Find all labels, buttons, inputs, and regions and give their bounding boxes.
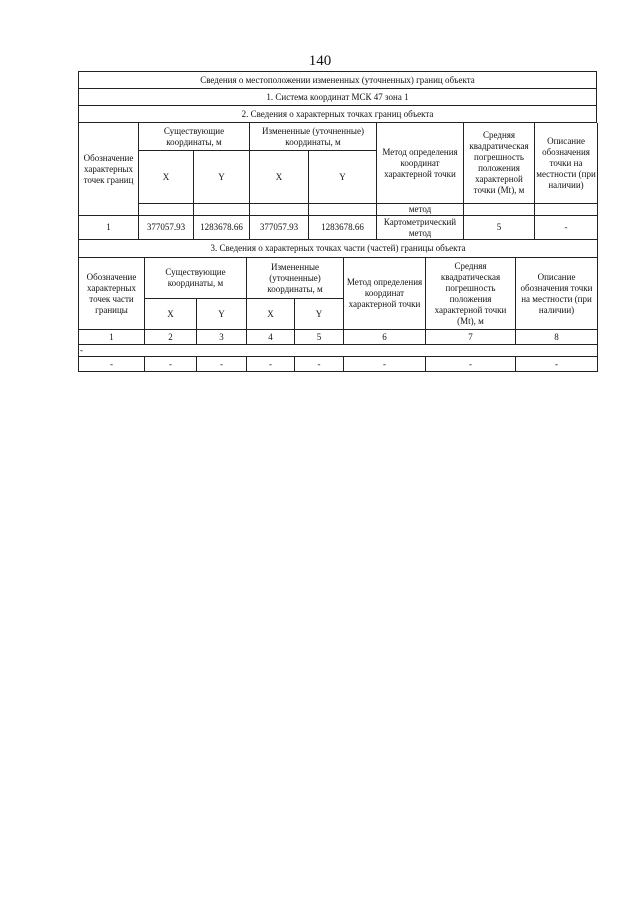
col3-existing-x: X bbox=[145, 299, 197, 330]
col3-existing-coords: Существующие координаты, м bbox=[145, 258, 247, 299]
method-value: Картометрический метод bbox=[377, 216, 464, 240]
method-label: метод bbox=[377, 204, 464, 216]
dash-cell: - bbox=[516, 357, 598, 372]
accuracy-value: 5 bbox=[464, 216, 535, 240]
column-number: 2 bbox=[145, 330, 197, 345]
blank-cell bbox=[309, 204, 377, 216]
blank-cell bbox=[464, 204, 535, 216]
table-row bbox=[79, 216, 598, 240]
col-changed-x: X bbox=[250, 151, 309, 204]
column-number: 4 bbox=[247, 330, 295, 345]
coordinate-system: 1. Система координат МСК 47 зона 1 bbox=[79, 89, 597, 106]
col3-description: Описание обозначения точки на местности (при наличии) bbox=[516, 258, 598, 330]
table-row bbox=[79, 357, 598, 372]
dash-cell: - bbox=[145, 357, 197, 372]
col3-method: Метод определения координат характерной точки bbox=[344, 258, 426, 330]
dash-cell: - bbox=[247, 357, 295, 372]
boundary-document bbox=[78, 71, 597, 372]
col3-changed-y: Y bbox=[295, 299, 344, 330]
col-designation: Обозначение характерных точек границ bbox=[79, 123, 139, 216]
empty-row-marker: - bbox=[79, 345, 598, 357]
col-accuracy: Средняя квадратическая погрешность положения характерной точки (Mt), м bbox=[464, 123, 535, 204]
col3-existing-y: Y bbox=[197, 299, 247, 330]
col3-accuracy: Средняя квадратическая погрешность положения характерной точки (Mt), м bbox=[426, 258, 516, 330]
col3-changed-coords: Измененные (уточненные) координаты, м bbox=[247, 258, 344, 299]
col-existing-y: Y bbox=[194, 151, 250, 204]
existing-y-value: 1283678.66 bbox=[194, 216, 250, 240]
main-title: Сведения о местоположении измененных (уточненных) границ объекта bbox=[79, 72, 597, 89]
section3-title: 3. Сведения о характерных точках части (частей) границы объекта bbox=[79, 240, 598, 258]
changed-y-value: 1283678.66 bbox=[309, 216, 377, 240]
blank-cell bbox=[194, 204, 250, 216]
blank-cell bbox=[139, 204, 194, 216]
column-number: 1 bbox=[79, 330, 145, 345]
col-changed-y: Y bbox=[309, 151, 377, 204]
existing-x-value: 377057.93 bbox=[139, 216, 194, 240]
point-number: 1 bbox=[79, 216, 139, 240]
col-existing-x: X bbox=[139, 151, 194, 204]
column-number: 5 bbox=[295, 330, 344, 345]
col3-designation: Обозначение характерных точек части границы bbox=[79, 258, 145, 330]
col-existing-coords: Существующие координаты, м bbox=[139, 123, 250, 151]
col-method: Метод определения координат характерной точки bbox=[377, 123, 464, 204]
changed-x-value: 377057.93 bbox=[250, 216, 309, 240]
blank-cell bbox=[250, 204, 309, 216]
dash-cell: - bbox=[344, 357, 426, 372]
column-number: 3 bbox=[197, 330, 247, 345]
col-description: Описание обозначения точки на местности (при наличии) bbox=[535, 123, 598, 204]
column-numbers-row bbox=[79, 330, 598, 345]
column-number: 6 bbox=[344, 330, 426, 345]
col3-changed-x: X bbox=[247, 299, 295, 330]
col-changed-coords: Измененные (уточненные) координаты, м bbox=[250, 123, 377, 151]
empty-row bbox=[79, 345, 598, 357]
blank-cell bbox=[535, 204, 598, 216]
dash-cell: - bbox=[197, 357, 247, 372]
page-number: 140 bbox=[308, 53, 332, 69]
header-table bbox=[78, 71, 597, 123]
description-value: - bbox=[535, 216, 598, 240]
dash-cell: - bbox=[79, 357, 145, 372]
column-number: 7 bbox=[426, 330, 516, 345]
dash-cell: - bbox=[295, 357, 344, 372]
section2-title: 2. Сведения о характерных точках границ объекта bbox=[79, 106, 597, 123]
section2-table bbox=[78, 123, 598, 258]
column-number: 8 bbox=[516, 330, 598, 345]
dash-cell: - bbox=[426, 357, 516, 372]
section3-table bbox=[78, 258, 598, 372]
